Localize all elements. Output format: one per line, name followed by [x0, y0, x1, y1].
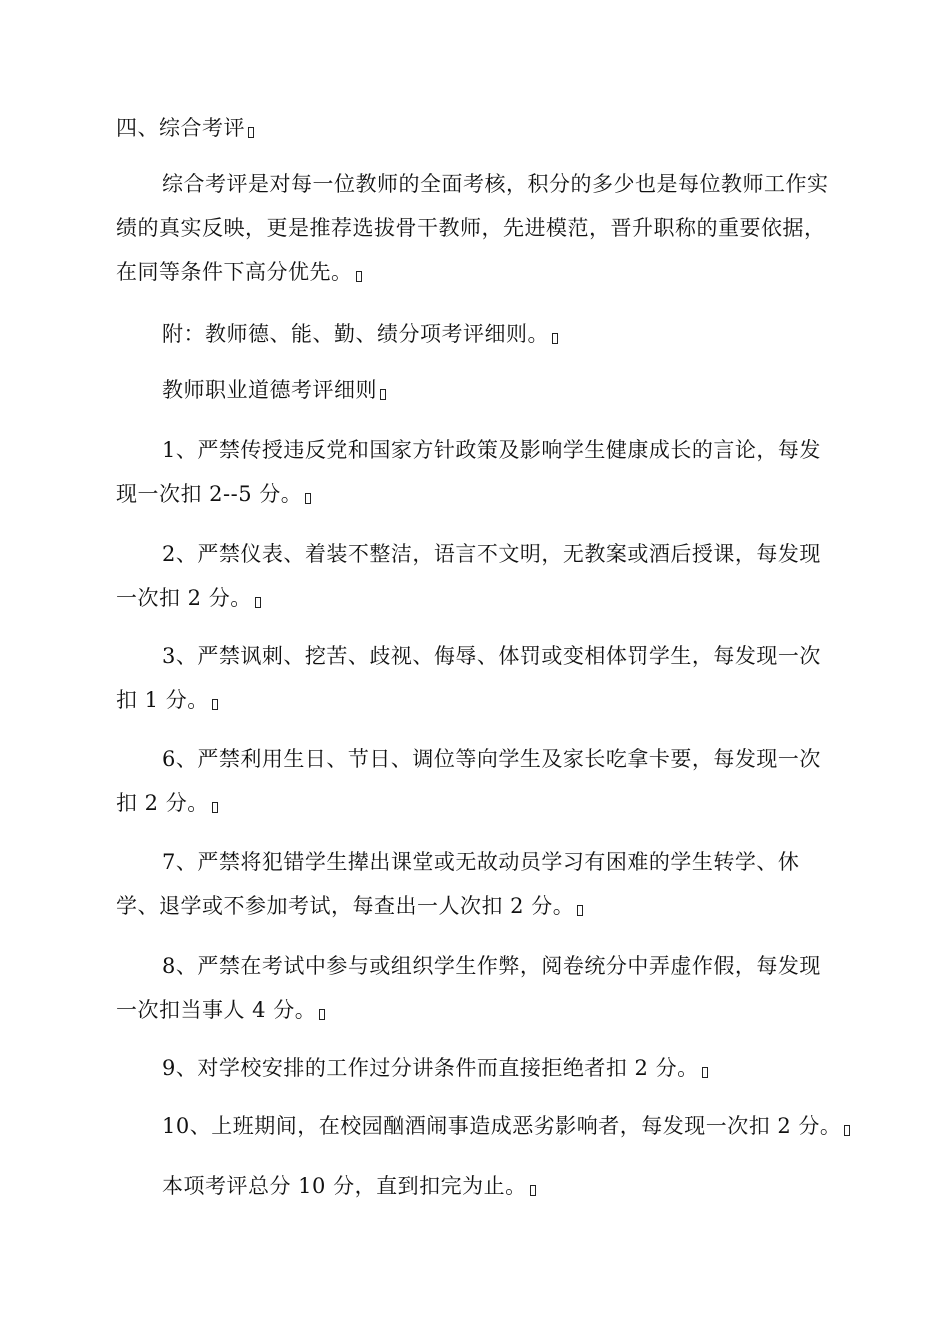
- rule-item-1: 1、严禁传授违反党和国家方针政策及影响学生健康成长的言论，每发现一次扣 2--5 分。: [116, 438, 821, 506]
- paragraph-subtitle: 教师职业道德考评细则: [116, 368, 836, 412]
- rule-item-7: 7、严禁将犯错学生撵出课堂或无故动员学习有困难的学生转学、休学、退学或不参加考试，每查出一人次扣 2 分。: [116, 850, 800, 918]
- paragraph-mark-icon: [212, 802, 218, 813]
- paragraph-mark-icon: [577, 905, 583, 916]
- rule-item-2: 2、严禁仪表、着装不整洁，语言不文明，无教案或酒后授课，每发现一次扣 2 分。: [116, 542, 821, 610]
- rule-item-3: 3、严禁讽刺、挖苦、歧视、侮辱、体罚或变相体罚学生，每发现一次扣 1 分。: [116, 644, 821, 712]
- paragraph-summary: 本项考评总分 10 分，直到扣完为止。: [116, 1164, 836, 1208]
- rule-item-9: 9、对学校安排的工作过分讲条件而直接拒绝者扣 2 分。: [116, 1046, 836, 1090]
- paragraph-mark-icon: [212, 699, 218, 710]
- paragraph-appendix: 附：教师德、能、勤、绩分项考评细则。: [116, 312, 836, 356]
- paragraph-mark-icon: [255, 597, 261, 608]
- rule-item-6: 6、严禁利用生日、节日、调位等向学生及家长吃拿卡要，每发现一次扣 2 分。: [116, 747, 821, 815]
- paragraph-mark-icon: [844, 1125, 850, 1136]
- paragraph-mark-icon: [356, 271, 362, 282]
- paragraph-mark-icon: [248, 127, 254, 138]
- paragraph-mark-icon: [305, 493, 311, 504]
- paragraph-mark-icon: [380, 389, 386, 400]
- paragraph-mark-icon: [552, 333, 558, 344]
- paragraph-mark-icon: [319, 1009, 325, 1020]
- rule-item-10: 10、上班期间，在校园酗酒闹事造成恶劣影响者，每发现一次扣 2 分。: [116, 1104, 876, 1148]
- rule-item-8: 8、严禁在考试中参与或组织学生作弊，阅卷统分中弄虚作假，每发现一次扣当事人 4 分。: [116, 954, 821, 1022]
- paragraph-mark-icon: [530, 1185, 536, 1196]
- paragraph-mark-icon: [702, 1067, 708, 1078]
- section-heading: 四、综合考评: [116, 106, 836, 150]
- paragraph-intro: 综合考评是对每一位教师的全面考核，积分的多少也是每位教师工作实绩的真实反映，更是推荐选拔骨干教师，先进模范，晋升职称的重要依据，在同等条件下高分优先。: [116, 172, 829, 284]
